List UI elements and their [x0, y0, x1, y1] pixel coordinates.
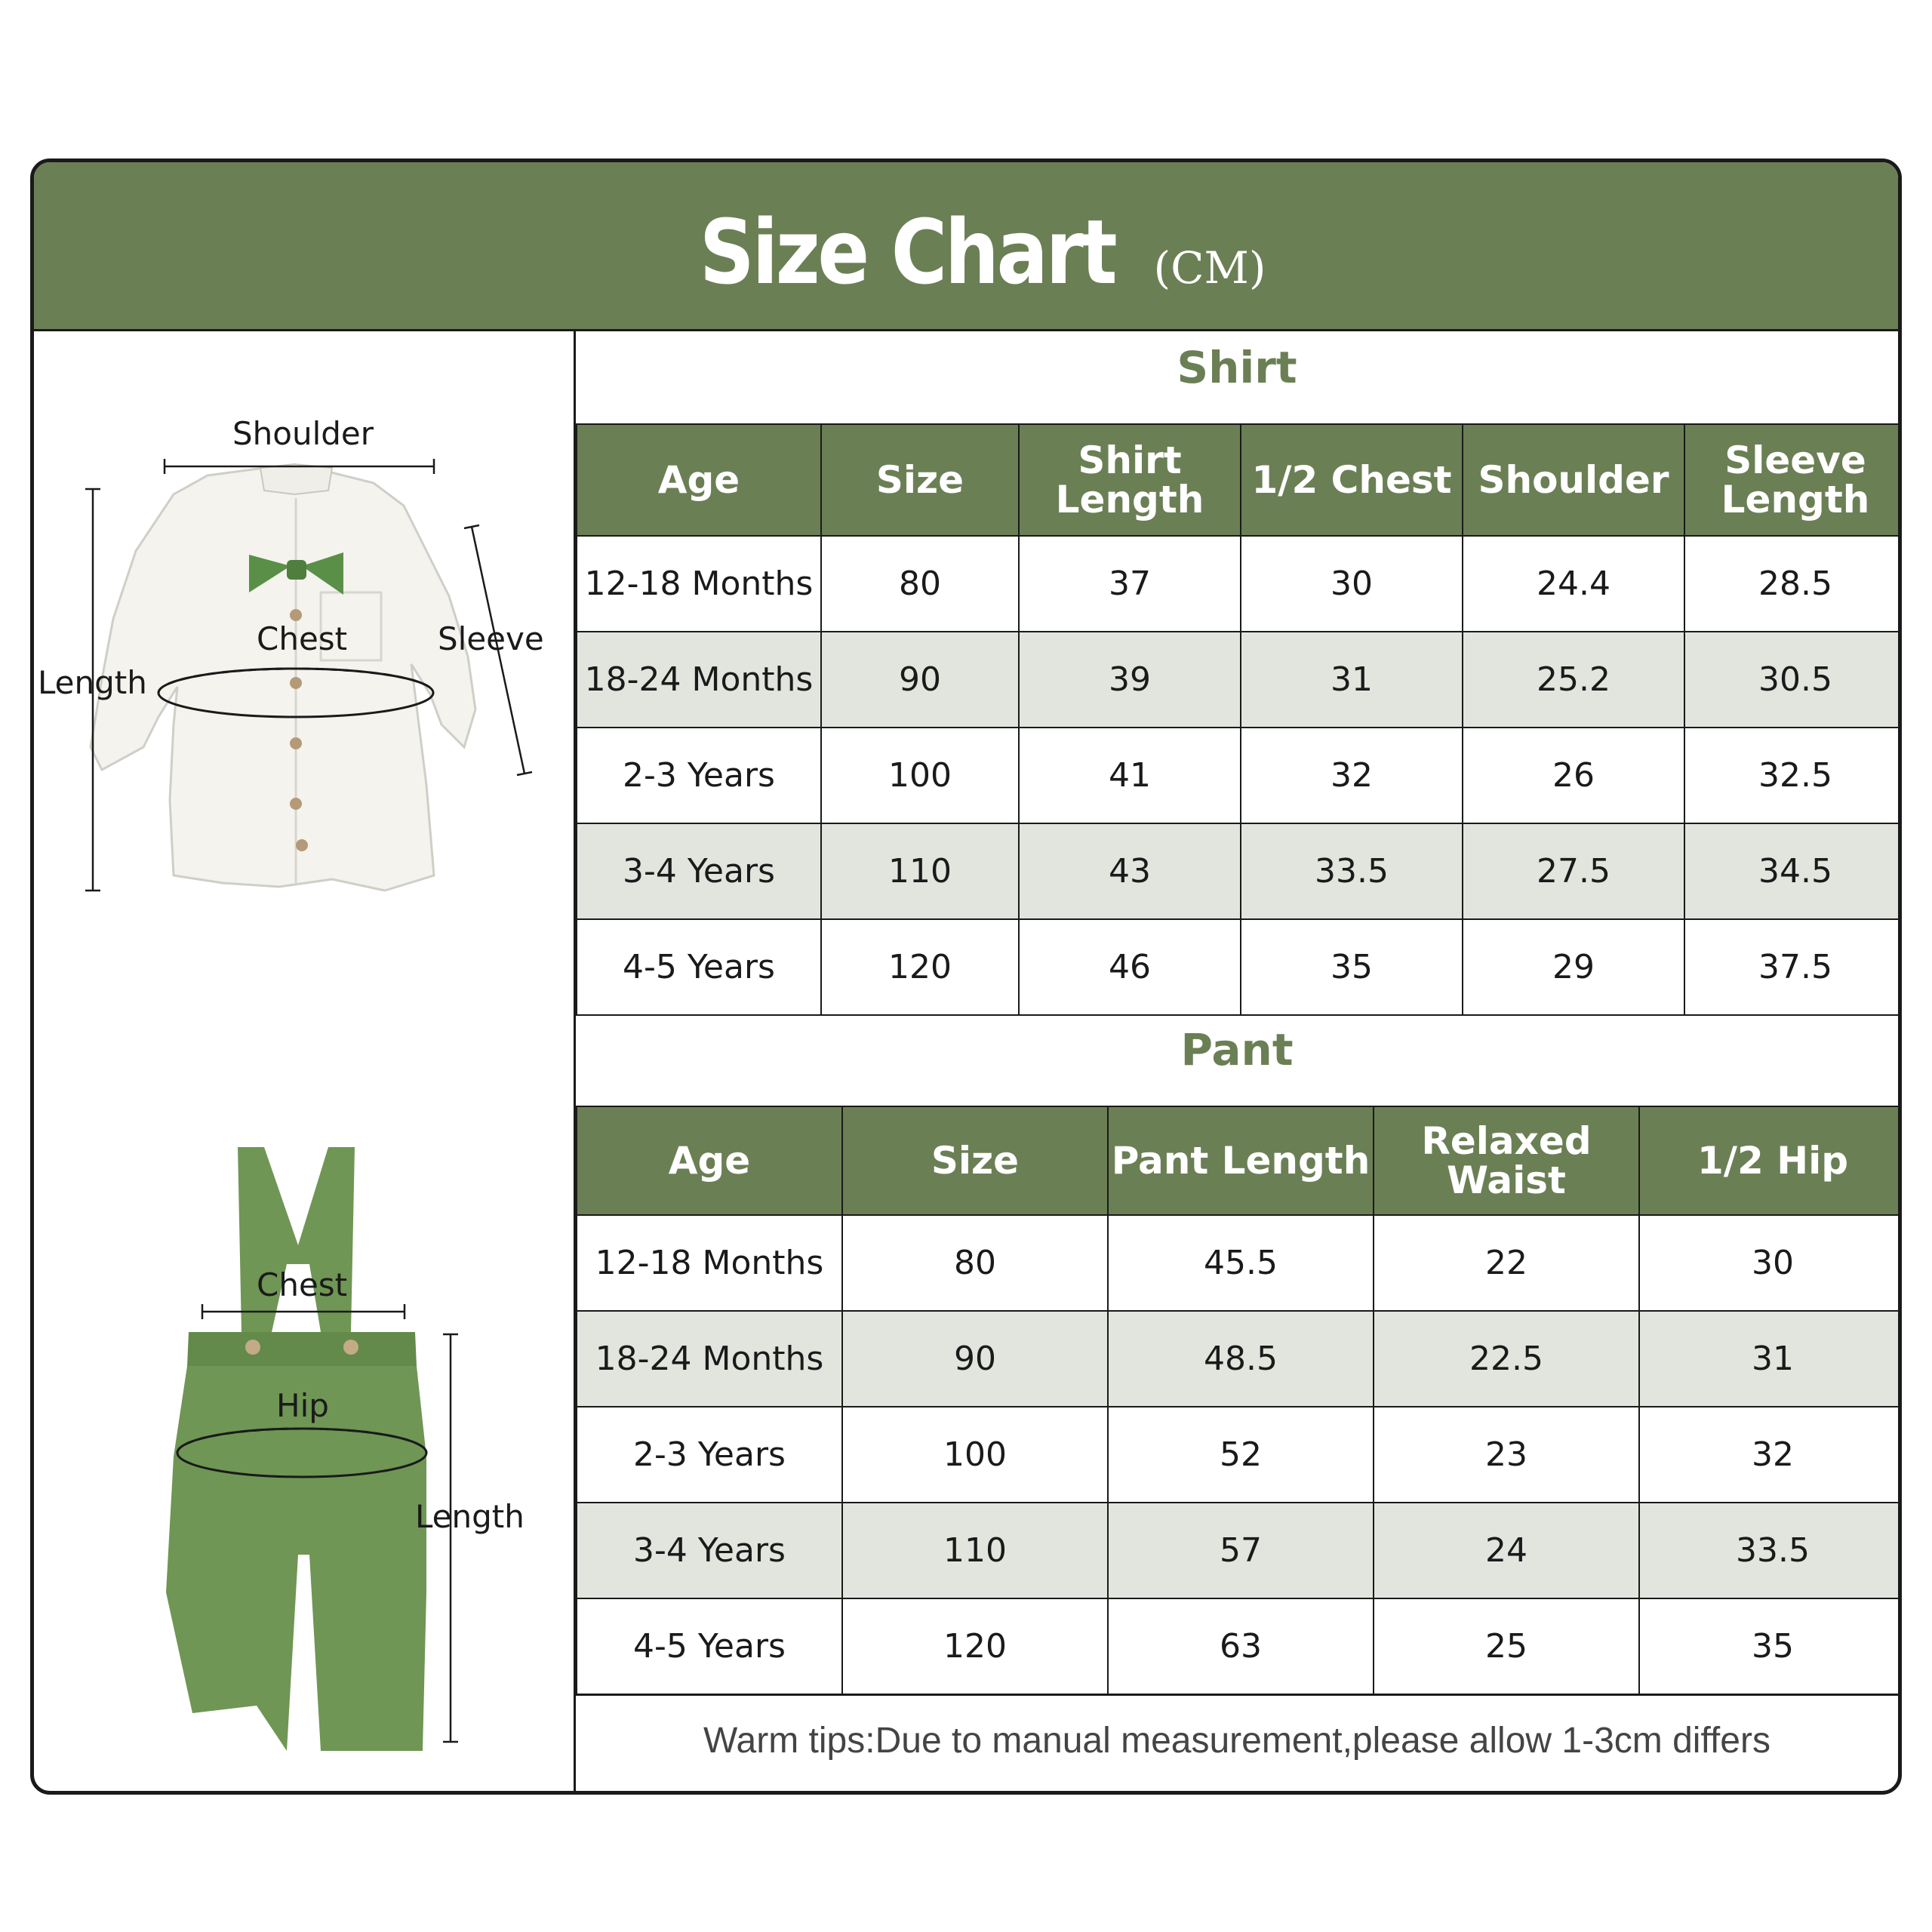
pant-cell: 18-24 Months — [577, 1311, 842, 1407]
sleeve-label: Sleeve — [438, 620, 544, 657]
pants-image — [136, 1132, 558, 1758]
shirt-header-4: Shoulder — [1463, 424, 1684, 536]
shirt-cell: 80 — [821, 536, 1019, 632]
shirt-cell: 3-4 Years — [577, 823, 821, 919]
pant-cell: 3-4 Years — [577, 1503, 842, 1598]
shirt-table-row — [577, 632, 1902, 728]
pant-header-4: 1/2 Hip — [1639, 1106, 1902, 1215]
shirt-cell: 35 — [1241, 919, 1463, 1015]
pant-table-row — [577, 1215, 1902, 1311]
pant-cell: 25 — [1374, 1598, 1639, 1694]
shirt-table-row — [577, 919, 1902, 1015]
shirt-cell: 34.5 — [1684, 823, 1902, 919]
hip-label: Hip — [276, 1387, 329, 1424]
pant-cell: 120 — [842, 1598, 1108, 1694]
shirt-cell: 32.5 — [1684, 728, 1902, 823]
pant-cell: 110 — [842, 1503, 1108, 1598]
shirt-header-0: Age — [577, 424, 821, 536]
shirt-cell: 37.5 — [1684, 919, 1902, 1015]
shirt-cell: 30.5 — [1684, 632, 1902, 728]
pant-cell: 23 — [1374, 1407, 1639, 1503]
shirt-header-5: Sleeve Length — [1684, 424, 1902, 536]
shirt-header-1: Size — [821, 424, 1019, 536]
chest-label: Chest — [257, 620, 348, 657]
pant-cell: 100 — [842, 1407, 1108, 1503]
pant-header-2: Pant Length — [1108, 1106, 1374, 1215]
shirt-section-title: Shirt — [1177, 342, 1297, 393]
shirt-cell: 39 — [1019, 632, 1241, 728]
shirt-cell: 46 — [1019, 919, 1241, 1015]
shirt-cell: 2-3 Years — [577, 728, 821, 823]
shirt-cell: 27.5 — [1463, 823, 1684, 919]
pant-cell: 63 — [1108, 1598, 1374, 1694]
pant-cell: 80 — [842, 1215, 1108, 1311]
pant-table-row — [577, 1503, 1902, 1598]
shirt-cell: 33.5 — [1241, 823, 1463, 919]
shirt-header-3: 1/2 Chest — [1241, 424, 1463, 536]
pant-cell: 90 — [842, 1311, 1108, 1407]
pant-cell: 33.5 — [1639, 1503, 1902, 1598]
chart-unit: (CM) — [1153, 242, 1266, 294]
pant-cell: 52 — [1108, 1407, 1374, 1503]
pant-cell: 22.5 — [1374, 1311, 1639, 1407]
pant-cell: 24 — [1374, 1503, 1639, 1598]
shirt-cell: 31 — [1241, 632, 1463, 728]
chart-title: Size Chart — [700, 200, 1115, 304]
shirt-cell: 28.5 — [1684, 536, 1902, 632]
shoulder-label: Shoulder — [232, 415, 374, 452]
pant-cell: 35 — [1639, 1598, 1902, 1694]
pant-header-1: Size — [842, 1106, 1108, 1215]
pant-cell: 45.5 — [1108, 1215, 1374, 1311]
shirt-cell: 41 — [1019, 728, 1241, 823]
pant-cell: 22 — [1374, 1215, 1639, 1311]
pant-cell: 32 — [1639, 1407, 1902, 1503]
shirt-cell: 120 — [821, 919, 1019, 1015]
shirt-illustration — [30, 392, 558, 921]
pant-illustration — [136, 1132, 558, 1758]
pant-cell: 48.5 — [1108, 1311, 1374, 1407]
pant-cell: 4-5 Years — [577, 1598, 842, 1694]
pant-table-row — [577, 1407, 1902, 1503]
shirt-cell: 100 — [821, 728, 1019, 823]
shirt-table-row — [577, 728, 1902, 823]
shirt-length-label: Length — [38, 664, 147, 701]
shirt-cell: 24.4 — [1463, 536, 1684, 632]
shirt-header-2: Shirt Length — [1019, 424, 1241, 536]
pant-section-title: Pant — [1180, 1024, 1294, 1075]
pant-cell: 31 — [1639, 1311, 1902, 1407]
pant-size-table — [576, 1106, 1902, 1695]
shirt-cell: 90 — [821, 632, 1019, 728]
shirt-cell: 32 — [1241, 728, 1463, 823]
pant-table-row — [577, 1598, 1902, 1694]
shirt-cell: 26 — [1463, 728, 1684, 823]
shirt-cell: 43 — [1019, 823, 1241, 919]
pant-cell: 2-3 Years — [577, 1407, 842, 1503]
shirt-cell: 18-24 Months — [577, 632, 821, 728]
pant-header-0: Age — [577, 1106, 842, 1215]
shirt-cell: 29 — [1463, 919, 1684, 1015]
shirt-cell: 37 — [1019, 536, 1241, 632]
shirt-cell: 4-5 Years — [577, 919, 821, 1015]
pant-chest-label: Chest — [257, 1266, 348, 1303]
pant-table-row — [577, 1311, 1902, 1407]
shirt-cell: 12-18 Months — [577, 536, 821, 632]
pant-cell: 57 — [1108, 1503, 1374, 1598]
pant-header-3: Relaxed Waist — [1374, 1106, 1639, 1215]
shirt-table-row — [577, 536, 1902, 632]
title-banner — [34, 162, 1898, 331]
shirt-size-table — [576, 423, 1902, 1016]
shirt-cell: 110 — [821, 823, 1019, 919]
shirt-cell: 25.2 — [1463, 632, 1684, 728]
pant-length-label: Length — [415, 1498, 525, 1535]
shirt-cell: 30 — [1241, 536, 1463, 632]
shirt-table-row — [577, 823, 1902, 919]
pant-cell: 12-18 Months — [577, 1215, 842, 1311]
warm-tips: Warm tips:Due to manual measurement,please allow 1-3cm differs — [576, 1694, 1898, 1791]
pant-cell: 30 — [1639, 1215, 1902, 1311]
